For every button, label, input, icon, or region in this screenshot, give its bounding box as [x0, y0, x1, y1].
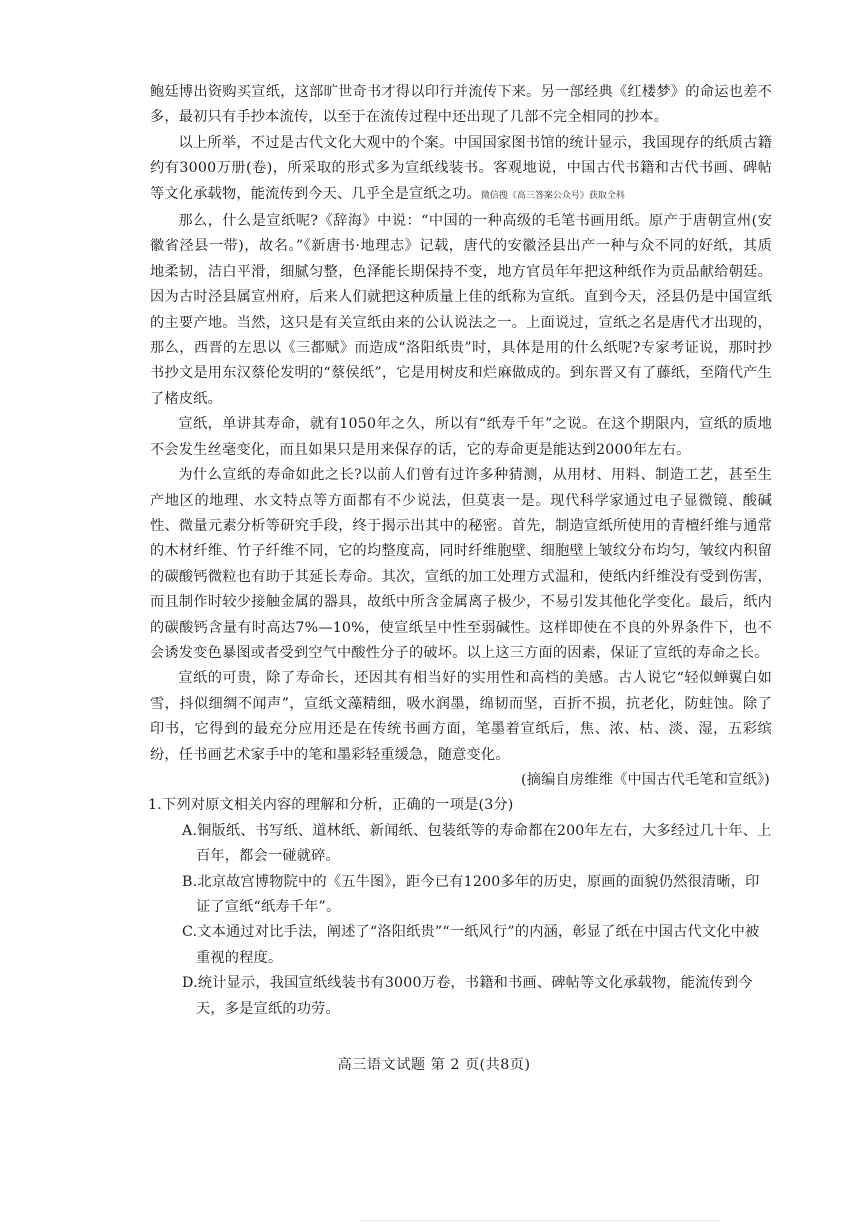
- page-footer: 高三语文试题 第 2 页(共8页): [337, 1057, 531, 1073]
- option-d-text: D.统计显示，我国宣纸线装书有3000万卷，书籍和书画、碑帖等文化承载物，能流传到今天，多是宣纸的功劳。: [182, 975, 753, 1017]
- option-c: [150, 920, 772, 971]
- page-content: [150, 80, 772, 1022]
- option-a-text: A.铜版纸、书写纸、道林纸、新闻纸、包装纸等的寿命都在200年左右，大多经过几十年、上百年，都会一碰就碎。: [182, 822, 772, 865]
- passage-paragraph-1-text: 以上所举，不过是古代文化大观中的个案。中国国家图书馆的统计显示，我国现存的纸质古籍约有3000万册(卷)，所采取的形式多为宣纸线装书。客观地说，中国古代书籍和古代书画、碑帖等文化承载物，能流传到今天、几乎全是宣纸之功。: [150, 134, 772, 202]
- passage-paragraph-3: 宣纸，单讲其寿命，就有1050年之久，所以有“纸寿千年”之说。在这个期限内，宣纸的质地不会发生丝毫变化，而且如果只是用来保存的话，它的寿命更是能达到2000年左右。: [150, 416, 772, 458]
- passage-source: (摘编自房维维《中国古代毛笔和宣纸》): [521, 771, 770, 788]
- option-d: [150, 971, 772, 1022]
- watermark-text: 微信搜《高三答案公众号》获取全科: [480, 190, 625, 201]
- question-stem: 1.下列对原文相关内容的理解和分析，正确的一项是(3分): [148, 797, 514, 814]
- passage-paragraph-5: 宣纸的可贵，除了寿命长，还因其有相当好的实用性和高档的美感。古人说它“轻似蝉翼白如雪，抖似细绸不闻声”，宣纸文藻精细，吸水润墨，绵韧而坚，百折不损，抗老化，防蛀蚀。除了印书，它得到的最充分应用还是在传统书画方面，笔墨着宣纸后，焦、浓、枯、淡、湿，五彩缤纷，任书画艺术家手中的笔和墨彩轻重缓急，随意变化。: [150, 670, 772, 763]
- passage-paragraph-0: 鲍廷博出资购买宣纸，这部旷世奇书才得以印行并流传下来。另一部经典《红楼梦》的命运也差不多，最初只有手抄本流传，以至于在流传过程中还出现了几部不完全相同的抄本。: [150, 84, 772, 126]
- passage-paragraph-4: 为什么宣纸的寿命如此之长?以前人们曾有过许多种猜测，从用材、用料、制造工艺，甚至生产地区的地理、水文特点等方面都有不少说法，但莫衷一是。现代科学家通过电子显微镜、酸碱性、微量元素分析等研究手段，终于揭示出其中的秘密。首先，制造宣纸所使用的青檀纤维与通常的木材纤维、竹子纤维不同，它的均整度高，同时纤维胞壁、细胞壁上皱纹分布均匀，皱纹内积留的碳酸钙微粒也有助于其延长寿命。其次，宣纸的加工处理方式温和，使纸内纤维没有受到伤害，而且制作时较少接触金属的器具，故纸中所含金属离子极少，不易引发其他化学变化。最后，纸内的碳酸钙含量有时高达7%—10%，使宣纸呈中性至弱碱性。这样即使在不良的外界条件下，也不会诱发变色暴图或者受到空气中酸性分子的破坏。以上这三方面的因素，保证了宣纸的寿命之长。: [150, 467, 772, 661]
- passage-paragraph-1: [150, 131, 772, 209]
- option-b: [150, 870, 772, 921]
- passage-paragraph-2: 那么，什么是宣纸呢?《辞海》中说：“中国的一种高级的毛笔书画用纸。原产于唐朝宣州(安徽省泾县一带)，故名。”《新唐书·地理志》记载，唐代的安徽泾县出产一种与众不同的好纸，其质地柔韧，洁白平滑，细腻匀整，色泽能长期保持不变，地方官员年年把这种纸作为贡品献给朝廷。因为古时泾县属宣州府，后来人们就把这种质量上佳的纸称为宣纸。直到今天，泾县仍是中国宣纸的主要产地。当然，这只是有关宣纸由来的公认说法之一。上面说过，宣纸之名是唐代才出现的，那么，西晋的左思以《三都赋》而造成“洛阳纸贵”时，具体是用的什么纸呢?专家考证说，那时抄书抄文是用东汉蔡伦发明的“蔡侯纸”，它是用树皮和烂麻做成的。到东晋又有了藤纸，至隋代产生了楮皮纸。: [150, 213, 772, 407]
- option-a: [150, 819, 772, 870]
- option-b-text: B.北京故宫博物院中的《五牛图》，距今已有1200多年的历史，原画的面貌仍然很清晰，印证了宣纸“纸寿千年”。: [182, 873, 760, 915]
- option-c-text: C.文本通过对比手法，阐述了“洛阳纸贵”“一纸风行”的内涵，彰显了纸在中国古代文化中被重视的程度。: [182, 924, 760, 966]
- scan-edge-line: [360, 1220, 720, 1221]
